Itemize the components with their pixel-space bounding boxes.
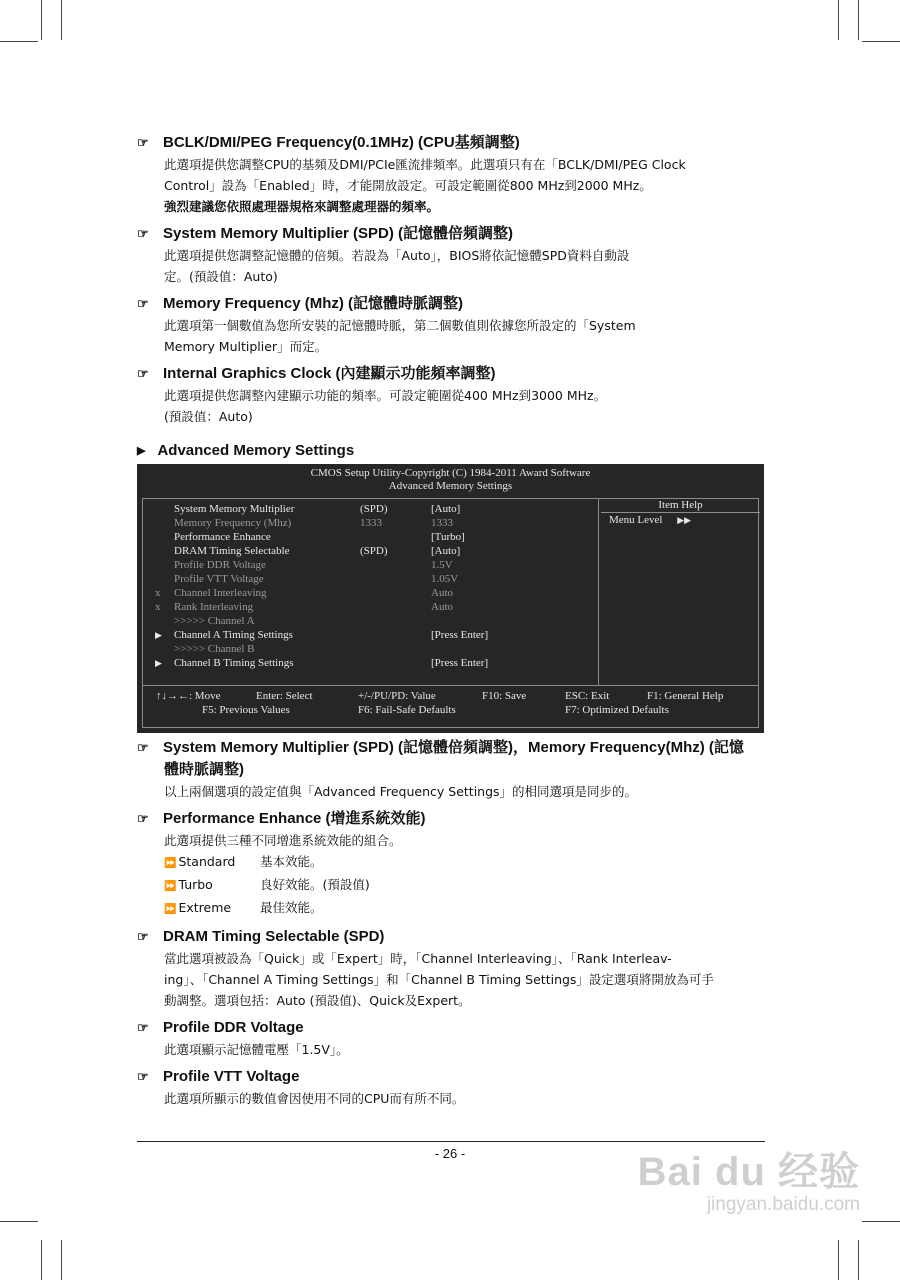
section-text: 動調整。選項包括：Auto (預設值)、Quick及Expert。 — [164, 993, 471, 1008]
bios-row-value: 1333 — [431, 517, 453, 529]
footer-f7: F7: Optimized Defaults — [565, 704, 669, 716]
fast-forward-icon: ⏩ — [164, 858, 177, 869]
bios-row-name: Performance Enhance — [174, 531, 271, 543]
pointing-hand-icon: ☞ — [137, 740, 149, 755]
option-name: Standard — [178, 854, 236, 869]
footer-enter: Enter: Select — [256, 690, 313, 702]
crop-mark — [41, 1240, 42, 1280]
bios-row-value: [Auto] — [431, 503, 461, 515]
bios-subtitle: Advanced Memory Settings — [388, 480, 513, 492]
option-row — [164, 897, 765, 920]
section-vtt-voltage — [137, 1066, 765, 1109]
bios-row-mark: ▶ — [155, 658, 162, 668]
bottom-sections — [137, 737, 765, 1115]
section-title: DRAM Timing Selectable (SPD) — [163, 928, 385, 945]
bios-row-name: Channel Interleaving — [174, 587, 267, 599]
crop-mark — [0, 41, 38, 42]
section-title: Profile VTT Voltage — [163, 1068, 300, 1085]
bios-row-name: Rank Interleaving — [174, 601, 254, 613]
watermark-url: jingyan.baidu.com — [706, 1194, 860, 1215]
section-title-cont: 體時脈調整) — [164, 761, 244, 778]
bios-row-value: 1.05V — [431, 573, 459, 585]
bios-frame — [142, 498, 759, 728]
bios-row — [143, 586, 598, 600]
section-title: Memory Frequency (Mhz) (記憶體時脈調整) — [163, 295, 464, 312]
section-text: 定。(預設值：Auto) — [164, 269, 278, 284]
crop-mark — [858, 0, 859, 40]
footer-f5: F5: Previous Values — [202, 704, 290, 716]
bios-row — [143, 558, 598, 572]
bios-row[interactable] — [143, 628, 598, 642]
option-name: Turbo — [178, 877, 213, 892]
watermark — [638, 1150, 860, 1216]
bios-row-spd: (SPD) — [360, 545, 388, 557]
footer-rule — [137, 1141, 765, 1142]
pointing-hand-icon: ☞ — [137, 1020, 149, 1035]
section-memory-multiplier — [137, 223, 765, 287]
fast-forward-icon: ⏩ — [164, 881, 177, 892]
bios-row-spd: (SPD) — [360, 503, 388, 515]
bios-row[interactable] — [143, 530, 598, 544]
crop-mark — [862, 1221, 900, 1222]
bios-row-name: Profile DDR Voltage — [174, 559, 266, 571]
crop-mark — [858, 1240, 859, 1280]
section-text: 強烈建議您依照處理器規格來調整處理器的頻率。 — [164, 199, 440, 214]
bios-row-value: [Press Enter] — [431, 629, 489, 641]
section-title: Performance Enhance (增進系統效能) — [163, 810, 426, 827]
crop-mark — [0, 1221, 38, 1222]
bios-row[interactable] — [143, 502, 598, 516]
pointing-hand-icon: ☞ — [137, 226, 149, 241]
section-text: 當此選項被設為「Quick」或「Expert」時，「Channel Interleaving」、「Rank Interleav- — [164, 951, 672, 966]
fast-forward-icon: ⏩ — [164, 904, 177, 915]
section-text: Control」設為「Enabled」時，才能開放設定。可設定範圍從800 MHz到2000 MHz。 — [164, 178, 652, 193]
item-help-title: Item Help — [601, 499, 760, 513]
option-name: Extreme — [178, 900, 232, 915]
double-arrow-icon: ▶▶ — [677, 515, 692, 525]
option-desc: 最佳效能。 — [260, 900, 323, 915]
pointing-hand-icon: ☞ — [137, 296, 149, 311]
section-text: ing」、「Channel A Timing Settings」和「Channel B Timing Settings」設定選項將開放為可手 — [164, 972, 714, 987]
bios-screen — [137, 464, 764, 733]
section-title: System Memory Multiplier (SPD) (記憶體倍頻調整) — [163, 225, 514, 242]
bios-row-value: 1.5V — [431, 559, 453, 571]
bios-row-name: System Memory Multiplier — [174, 503, 295, 515]
section-title: System Memory Multiplier (SPD) (記憶體倍頻調整)，Memory Frequency(Mhz) (記憶 — [163, 739, 744, 756]
menu-level — [599, 513, 760, 528]
section-text: 此選項提供您調整內建顯示功能的頻率。可設定範圍從400 MHz到3000 MHz。 — [164, 388, 607, 403]
bios-settings-list — [143, 499, 598, 685]
bios-row-name: Memory Frequency (Mhz) — [174, 517, 292, 529]
bios-row-name: DRAM Timing Selectable — [174, 545, 290, 557]
bios-row — [143, 600, 598, 614]
section-text: 此選項提供三種不同增進系統效能的組合。 — [164, 833, 402, 848]
bios-row-value: [Auto] — [431, 545, 461, 557]
section-text: (預設值：Auto) — [164, 409, 253, 424]
bios-row — [143, 572, 598, 586]
footer-f1: F1: General Help — [647, 690, 724, 702]
footer-value: +/-/PU/PD: Value — [358, 690, 436, 702]
pointing-hand-icon: ☞ — [137, 135, 149, 150]
section-performance — [137, 808, 765, 920]
bios-row-value: [Turbo] — [431, 531, 465, 543]
section-text: 以上兩個選項的設定值與「Advanced Frequency Settings」的相同選項是同步的。 — [164, 784, 638, 799]
option-desc: 基本效能。 — [260, 854, 323, 869]
section-graphics-clock — [137, 363, 765, 427]
bios-row-value: Auto — [431, 587, 453, 599]
page-number: - 26 - — [434, 1146, 466, 1161]
advanced-memory-heading — [137, 442, 354, 459]
section-title: BCLK/DMI/PEG Frequency(0.1MHz) (CPU基頻調整) — [163, 134, 520, 151]
section-sync — [137, 737, 765, 802]
menu-level-label: Menu Level — [609, 514, 663, 526]
section-memory-frequency — [137, 293, 765, 357]
bios-row-name: Channel A Timing Settings — [174, 629, 293, 641]
bios-row — [143, 614, 598, 628]
crop-mark — [41, 0, 42, 40]
crop-mark — [61, 1240, 62, 1280]
bios-row-spd: 1333 — [360, 517, 382, 529]
section-text: 此選項提供您調整CPU的基頻及DMI/PCIe匯流排頻率。此選項只有在「BCLK/DMI/PEG Clock — [164, 157, 686, 172]
pointing-hand-icon: ☞ — [137, 929, 149, 944]
section-text: Memory Multiplier」而定。 — [164, 339, 328, 354]
footer-move: ↑↓→←: Move — [156, 690, 221, 702]
bios-row-mark: ▶ — [155, 630, 162, 640]
crop-mark — [61, 0, 62, 40]
section-title: Profile DDR Voltage — [163, 1019, 304, 1036]
crop-mark — [862, 41, 900, 42]
crop-mark — [838, 1240, 839, 1280]
bios-row-name: Profile VTT Voltage — [174, 573, 264, 585]
bios-row — [143, 516, 598, 530]
item-help-panel — [598, 499, 760, 685]
section-dram-timing — [137, 926, 765, 1011]
bios-row-mark: x — [155, 587, 161, 599]
section-title: Internal Graphics Clock (內建顯示功能頻率調整) — [163, 365, 496, 382]
bios-row[interactable] — [143, 544, 598, 558]
triangle-right-icon: ▶ — [137, 445, 146, 457]
option-row — [164, 851, 765, 874]
bios-row — [143, 642, 598, 656]
pointing-hand-icon: ☞ — [137, 1069, 149, 1084]
bios-title: CMOS Setup Utility-Copyright (C) 1984-2011 Award Software — [310, 467, 591, 479]
watermark-logo: Bai du 经验 — [637, 1150, 860, 1194]
bios-row-name: >>>>> Channel A — [174, 615, 255, 627]
section-text: 此選項提供您調整記憶體的倍頻。若設為「Auto」，BIOS將依記憶體SPD資料自動設 — [164, 248, 630, 263]
bios-row-mark: x — [155, 601, 161, 613]
option-desc: 良好效能。(預設值) — [260, 877, 370, 892]
pointing-hand-icon: ☞ — [137, 366, 149, 381]
bios-row-value: Auto — [431, 601, 453, 613]
crop-mark — [838, 0, 839, 40]
footer-f6: F6: Fail-Safe Defaults — [358, 704, 456, 716]
pointing-hand-icon: ☞ — [137, 811, 149, 826]
option-row — [164, 874, 765, 897]
bios-row-value: [Press Enter] — [431, 657, 489, 669]
top-sections — [137, 132, 765, 433]
section-ddr-voltage — [137, 1017, 765, 1060]
footer-f10: F10: Save — [482, 690, 527, 702]
bios-row-name: Channel B Timing Settings — [174, 657, 294, 669]
divider — [143, 685, 758, 686]
heading-text: Advanced Memory Settings — [157, 442, 355, 459]
bios-row-name: >>>>> Channel B — [174, 643, 255, 655]
section-text: 此選項所顯示的數值會因使用不同的CPU而有所不同。 — [164, 1091, 465, 1106]
section-text: 此選項顯示記憶體電壓「1.5V」。 — [164, 1042, 349, 1057]
section-bclk — [137, 132, 765, 217]
bios-row[interactable] — [143, 656, 598, 670]
footer-esc: ESC: Exit — [565, 690, 610, 702]
section-text: 此選項第一個數值為您所安裝的記憶體時脈，第二個數值則依據您所設定的「System — [164, 318, 636, 333]
